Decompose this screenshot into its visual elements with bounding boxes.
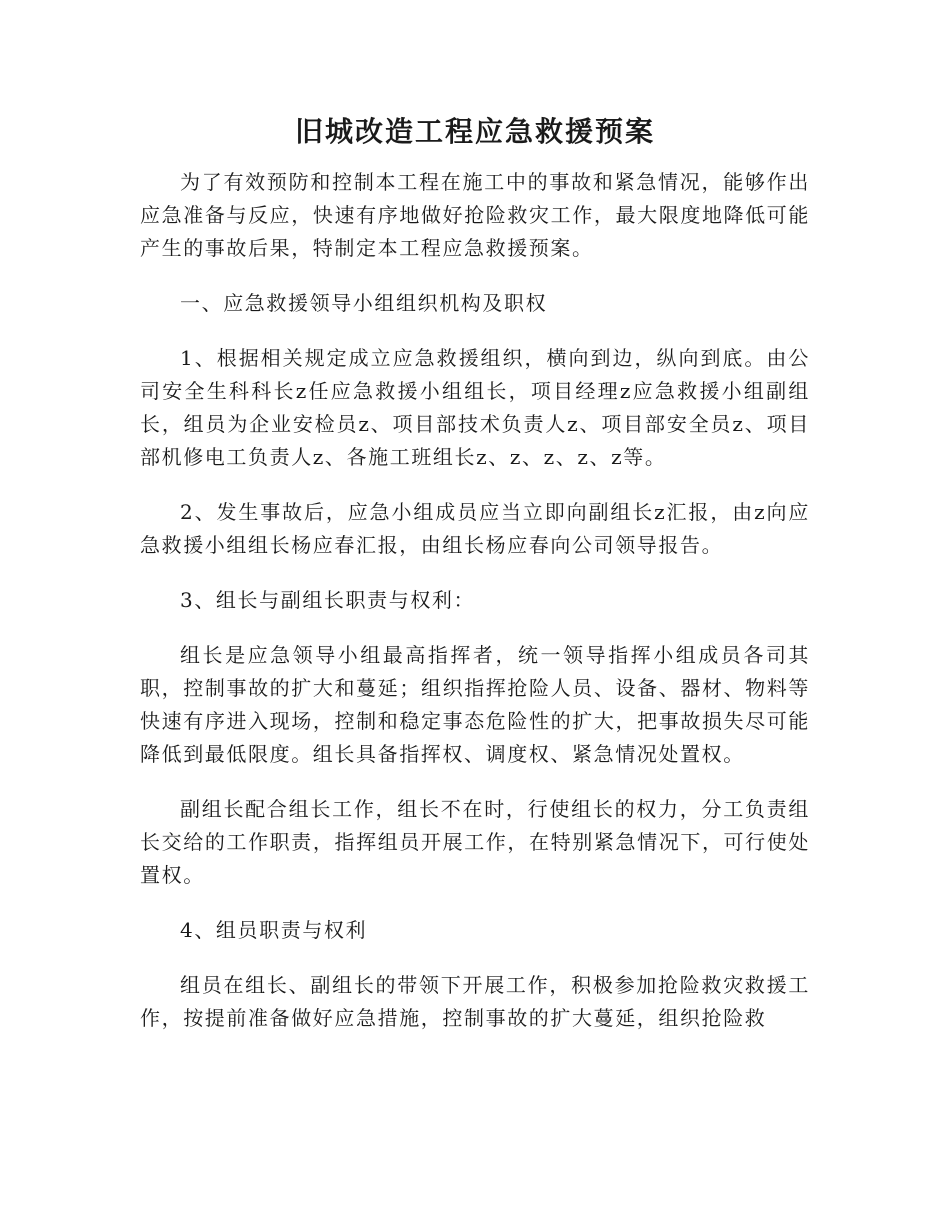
paragraph-deputy-duties: 副组长配合组长工作，组长不在时，行使组长的权力，分工负责组长交给的工作职责，指挥组员开展工作，在特别紧急情况下，可行使处置权。: [140, 797, 810, 887]
paragraph-reporting: 2、发生事故后，应急小组成员应当立即向副组长z汇报，由z向应急救援小组组长杨应春汇报，由组长杨应春向公司领导报告。: [140, 500, 810, 557]
document-title: 旧城改造工程应急救援预案: [294, 115, 655, 148]
subheading-leader-duties: 3、组长与副组长职责与权利：: [180, 588, 476, 612]
intro-paragraph: 为了有效预防和控制本工程在施工中的事故和紧急情况，能够作出应急准备与反应，快速有序地做好抢险救灾工作，最大限度地降低可能产生的事故后果，特制定本工程应急救援预案。: [140, 170, 810, 260]
section-heading-1: 一、应急救援领导小组组织机构及职权: [180, 291, 548, 315]
paragraph-leader-duties: 组长是应急领导小组最高指挥者，统一领导指挥小组成员各司其职，控制事故的扩大和蔓延；组织指挥抢险人员、设备、器材、物料等快速有序进入现场，控制和稳定事态危险性的扩大，把事故损失尽可能降低到最低限度。组长具备指挥权、调度权、紧急情况处置权。: [140, 643, 810, 766]
paragraph-member-duties: 组员在组长、副组长的带领下开展工作，积极参加抢险救灾救援工作，按提前准备做好应急措施，控制事故的扩大蔓延，组织抢险救: [140, 973, 810, 1030]
paragraph-organization: 1、根据相关规定成立应急救援组织，横向到边，纵向到底。由公司安全生科科长z任应急救援小组组长，项目经理z应急救援小组副组长，组员为企业安检员z、项目部技术负责人z、项目部安全员z、项目部机修电工负责人z、各施工班组长z、z、z、z、z等。: [140, 346, 810, 469]
subheading-member-duties: 4、组员职责与权利: [180, 918, 368, 942]
